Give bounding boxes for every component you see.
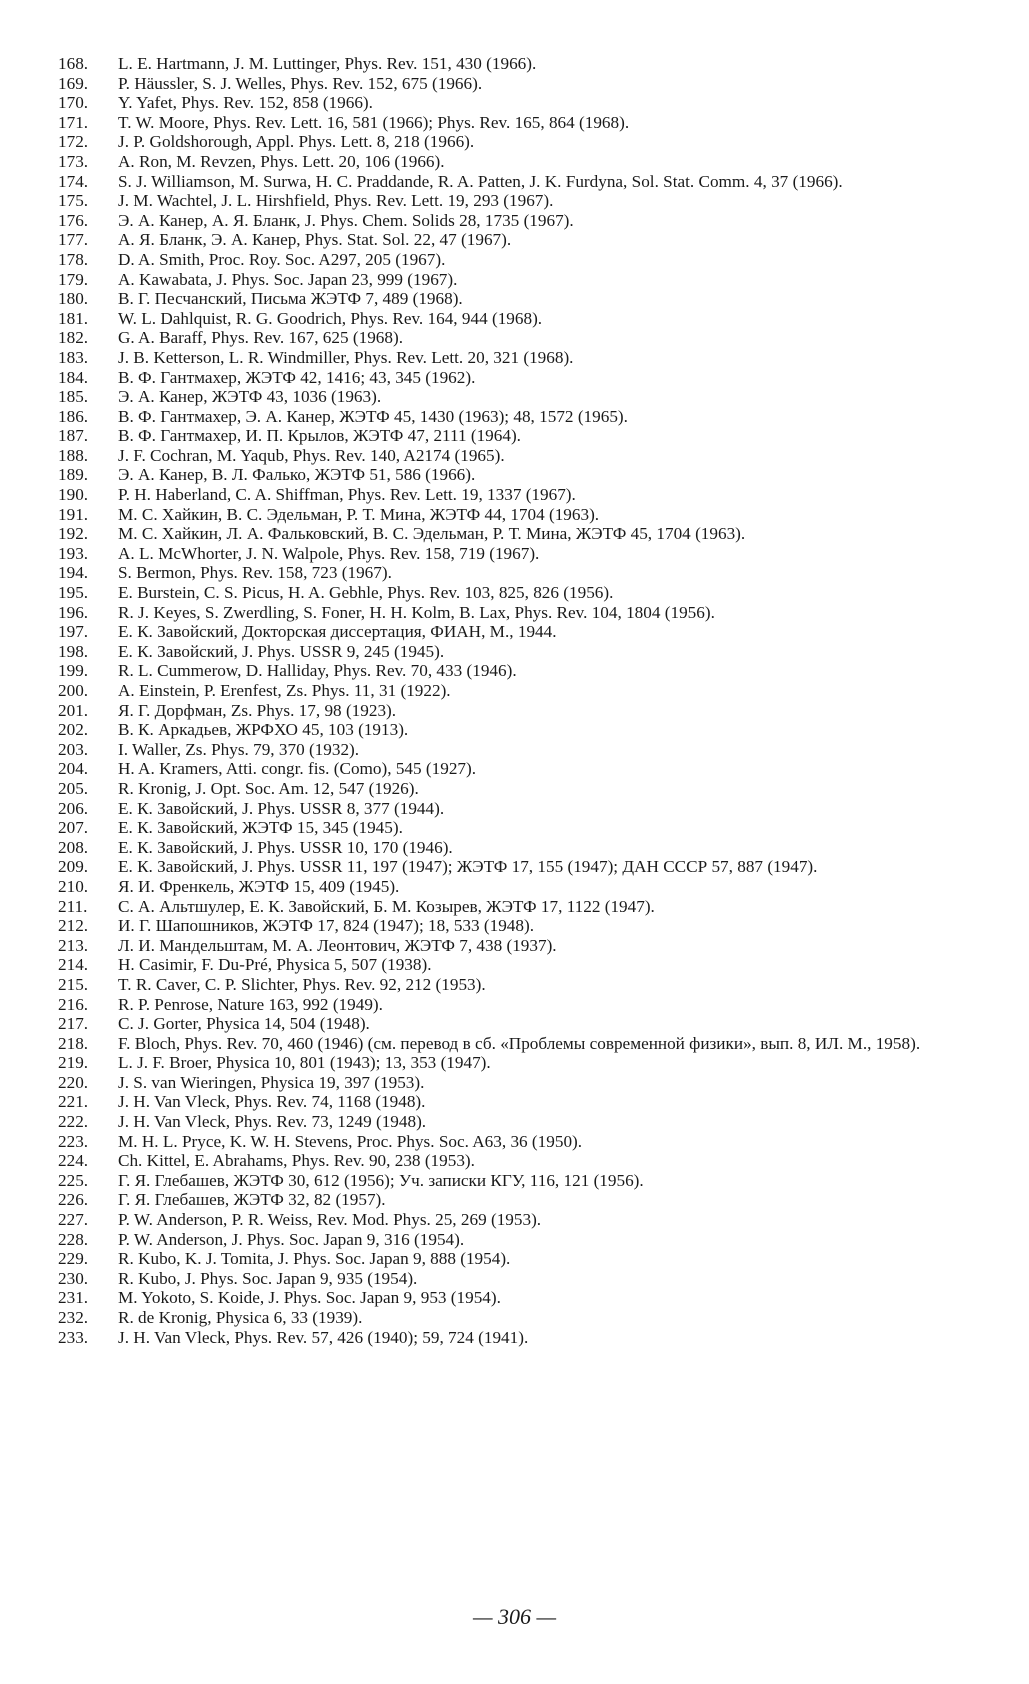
page-number: — 306 — <box>472 1604 557 1629</box>
reference-item <box>58 270 973 290</box>
reference-text: G. A. Baraff, Phys. Rev. 167, 625 (1968). <box>118 328 404 348</box>
reference-item <box>58 544 973 564</box>
reference-item <box>58 211 973 231</box>
reference-text: S. J. Williamson, M. Surwa, H. C. Praddande, R. A. Patten, J. K. Furdyna, Sol. Stat. Comm. 4, 37 (1966). <box>118 171 843 191</box>
reference-number: 176. <box>58 210 89 230</box>
reference-number: 214. <box>58 955 89 975</box>
reference-text: Е. К. Завойский, Докторская диссертация, ФИАН, М., 1944. <box>118 622 557 642</box>
reference-number: 183. <box>58 347 89 367</box>
reference-number: 199. <box>58 661 89 681</box>
reference-number: 186. <box>58 406 89 426</box>
reference-item <box>58 583 973 603</box>
reference-text: Е. К. Завойский, J. Phys. USSR 8, 377 (1944). <box>118 798 445 818</box>
reference-number: 223. <box>58 1131 89 1151</box>
reference-number: 197. <box>58 622 89 642</box>
reference-item <box>58 1308 973 1328</box>
reference-item <box>58 191 973 211</box>
reference-number: 213. <box>58 935 89 955</box>
reference-number: 207. <box>58 818 89 838</box>
reference-item <box>58 818 973 838</box>
reference-item <box>58 779 973 799</box>
reference-number: 179. <box>58 269 89 289</box>
reference-text: L. E. Hartmann, J. M. Luttinger, Phys. Rev. 151, 430 (1966). <box>118 54 537 73</box>
reference-number: 181. <box>58 308 89 328</box>
reference-text: A. Einstein, P. Erenfest, Zs. Phys. 11, 31 (1922). <box>118 681 451 700</box>
reference-text: Ch. Kittel, E. Abrahams, Phys. Rev. 90, 238 (1953). <box>118 1151 475 1171</box>
reference-item <box>58 113 973 133</box>
reference-item <box>58 1073 973 1093</box>
reference-text: С. А. Альтшулер, Е. К. Завойский, Б. М. Козырев, ЖЭТФ 17, 1122 (1947). <box>118 896 655 916</box>
reference-number: 222. <box>58 1112 89 1132</box>
reference-text: J. B. Ketterson, L. R. Windmiller, Phys. Rev. Lett. 20, 321 (1968). <box>118 347 574 367</box>
reference-text: P. W. Anderson, J. Phys. Soc. Japan 9, 316 (1954). <box>118 1229 465 1249</box>
reference-text: D. A. Smith, Proc. Roy. Soc. A297, 205 (1967). <box>118 249 446 269</box>
reference-text: P. Häussler, S. J. Welles, Phys. Rev. 152, 675 (1966). <box>118 73 483 93</box>
reference-number: 231. <box>58 1288 89 1308</box>
reference-text: A. L. McWhorter, J. N. Walpole, Phys. Rev. 158, 719 (1967). <box>118 543 540 563</box>
reference-item <box>58 1249 973 1269</box>
reference-text: М. С. Хайкин, В. С. Эдельман, Р. Т. Мина, ЖЭТФ 44, 1704 (1963). <box>118 504 600 524</box>
reference-number: 201. <box>58 700 89 720</box>
reference-text: И. Г. Шапошников, ЖЭТФ 17, 824 (1947); 18, 533 (1948). <box>118 916 535 936</box>
reference-number: 208. <box>58 837 89 857</box>
reference-text: J. H. Van Vleck, Phys. Rev. 74, 1168 (1948). <box>118 1092 426 1112</box>
reference-text: P. W. Anderson, P. R. Weiss, Rev. Mod. Phys. 25, 269 (1953). <box>118 1210 542 1230</box>
reference-text: В. Ф. Гантмахер, И. П. Крылов, ЖЭТФ 47, 2111 (1964). <box>118 426 521 446</box>
reference-item <box>58 740 973 760</box>
reference-item <box>58 661 973 681</box>
reference-item <box>58 603 973 623</box>
reference-number: 206. <box>58 798 89 818</box>
reference-text: М. С. Хайкин, Л. А. Фальковский, В. С. Эдельман, Р. Т. Мина, ЖЭТФ 45, 1704 (1963). <box>118 524 746 544</box>
reference-number: 190. <box>58 485 89 505</box>
reference-number: 233. <box>58 1327 89 1347</box>
reference-number: 209. <box>58 857 89 877</box>
reference-item <box>58 93 973 113</box>
reference-number: 172. <box>58 132 89 152</box>
reference-number: 200. <box>58 681 89 700</box>
reference-text: А. Я. Бланк, Э. А. Канер, Phys. Stat. Sol. 22, 47 (1967). <box>118 230 512 250</box>
reference-item <box>58 289 973 309</box>
reference-number: 211. <box>58 896 88 916</box>
reference-text: P. H. Haberland, C. A. Shiffman, Phys. Rev. Lett. 19, 1337 (1967). <box>118 485 576 505</box>
reference-number: 182. <box>58 328 89 348</box>
reference-number: 171. <box>58 112 89 132</box>
reference-text: Е. К. Завойский, J. Phys. USSR 10, 170 (1946). <box>118 837 453 857</box>
reference-number: 215. <box>58 974 89 994</box>
reference-item <box>58 1132 973 1152</box>
reference-item <box>58 622 973 642</box>
reference-item <box>58 995 973 1015</box>
reference-text: J. S. van Wieringen, Physica 19, 397 (1953). <box>118 1072 425 1092</box>
reference-item <box>58 1112 973 1132</box>
reference-text: E. Burstein, C. S. Picus, H. A. Gebhle, Phys. Rev. 103, 825, 826 (1956). <box>118 583 614 603</box>
reference-text: Е. К. Завойский, J. Phys. USSR 11, 197 (1947); ЖЭТФ 17, 155 (1947); ДАН СССР 57, 887 (1947). <box>118 857 818 877</box>
reference-text: J. F. Cochran, M. Yaqub, Phys. Rev. 140, A2174 (1965). <box>118 445 505 465</box>
reference-item <box>58 309 973 329</box>
reference-text: Э. А. Канер, ЖЭТФ 43, 1036 (1963). <box>118 387 382 407</box>
reference-number: 226. <box>58 1190 89 1210</box>
reference-number: 202. <box>58 720 89 740</box>
reference-item <box>58 642 973 662</box>
reference-text: J. H. Van Vleck, Phys. Rev. 57, 426 (1940); 59, 724 (1941). <box>118 1327 529 1347</box>
reference-item <box>58 1288 973 1308</box>
reference-item <box>58 681 973 701</box>
reference-number: 170. <box>58 93 89 113</box>
reference-item <box>58 563 973 583</box>
reference-text: Я. И. Френкель, ЖЭТФ 15, 409 (1945). <box>118 876 400 896</box>
reference-text: Э. А. Канер, В. Л. Фалько, ЖЭТФ 51, 586 (1966). <box>118 465 476 485</box>
reference-number: 216. <box>58 994 89 1014</box>
reference-text: Г. Я. Глебашев, ЖЭТФ 30, 612 (1956); Уч. записки КГУ, 116, 121 (1956). <box>118 1170 644 1190</box>
reference-text: Y. Yafet, Phys. Rev. 152, 858 (1966). <box>118 93 373 113</box>
reference-item <box>58 916 973 936</box>
reference-text: Я. Г. Дорфман, Zs. Phys. 17, 98 (1923). <box>118 700 397 720</box>
reference-item <box>58 1034 973 1054</box>
reference-text: T. W. Moore, Phys. Rev. Lett. 16, 581 (1966); Phys. Rev. 165, 864 (1968). <box>118 112 630 132</box>
reference-item <box>58 1210 973 1230</box>
reference-item <box>58 1230 973 1250</box>
reference-list <box>58 54 973 1347</box>
reference-text: H. A. Kramers, Atti. congr. fis. (Como), 545 (1927). <box>118 759 477 779</box>
reference-item <box>58 838 973 858</box>
reference-text: J. H. Van Vleck, Phys. Rev. 73, 1249 (1948). <box>118 1112 427 1132</box>
reference-text: L. J. F. Broer, Physica 10, 801 (1943); 13, 353 (1947). <box>118 1053 491 1073</box>
reference-item <box>58 1092 973 1112</box>
reference-number: 194. <box>58 563 89 583</box>
reference-text: I. Waller, Zs. Phys. 79, 370 (1932). <box>118 739 360 759</box>
reference-number: 184. <box>58 367 89 387</box>
reference-item <box>58 857 973 877</box>
reference-number: 225. <box>58 1170 89 1190</box>
reference-text: J. M. Wachtel, J. L. Hirshfield, Phys. Rev. Lett. 19, 293 (1967). <box>118 191 554 211</box>
reference-number: 224. <box>58 1151 89 1171</box>
reference-item <box>58 1151 973 1171</box>
reference-text: M. Yokoto, S. Koide, J. Phys. Soc. Japan 9, 953 (1954). <box>118 1288 501 1308</box>
reference-text: J. P. Goldshorough, Appl. Phys. Lett. 8, 218 (1966). <box>118 132 475 152</box>
reference-number: 227. <box>58 1210 89 1230</box>
reference-number: 230. <box>58 1268 89 1288</box>
reference-item <box>58 132 973 152</box>
reference-item <box>58 936 973 956</box>
reference-number: 191. <box>58 504 89 524</box>
reference-text: R. Kronig, J. Opt. Soc. Am. 12, 547 (1926). <box>118 778 419 798</box>
reference-item <box>58 505 973 525</box>
reference-item <box>58 172 973 192</box>
reference-item <box>58 74 973 94</box>
reference-number: 193. <box>58 543 89 563</box>
reference-number: 196. <box>58 602 89 622</box>
reference-text: F. Bloch, Phys. Rev. 70, 460 (1946) (см. перевод в сб. «Проблемы современной физики», вып. 8, ИЛ. М., 1958). <box>118 1033 921 1053</box>
reference-item <box>58 955 973 975</box>
reference-number: 195. <box>58 583 89 603</box>
reference-number: 185. <box>58 387 89 407</box>
reference-text: R. Kubo, K. J. Tomita, J. Phys. Soc. Japan 9, 888 (1954). <box>118 1249 511 1269</box>
reference-item <box>58 897 973 917</box>
reference-text: Е. К. Завойский, J. Phys. USSR 9, 245 (1945). <box>118 641 445 661</box>
reference-number: 203. <box>58 739 89 759</box>
reference-item <box>58 524 973 544</box>
reference-item <box>58 975 973 995</box>
reference-text: Г. Я. Глебашев, ЖЭТФ 32, 82 (1957). <box>118 1190 386 1210</box>
reference-item <box>58 701 973 721</box>
reference-number: 180. <box>58 289 89 309</box>
reference-item <box>58 465 973 485</box>
reference-text: Е. К. Завойский, ЖЭТФ 15, 345 (1945). <box>118 818 403 838</box>
reference-item <box>58 1053 973 1073</box>
reference-item <box>58 877 973 897</box>
reference-item <box>58 1014 973 1034</box>
reference-number: 175. <box>58 191 89 211</box>
reference-item <box>58 152 973 172</box>
reference-item <box>58 1171 973 1191</box>
reference-item <box>58 446 973 466</box>
reference-number: 168. <box>58 54 89 73</box>
reference-number: 189. <box>58 465 89 485</box>
reference-number: 198. <box>58 641 89 661</box>
reference-item <box>58 426 973 446</box>
reference-number: 192. <box>58 524 89 544</box>
reference-number: 169. <box>58 73 89 93</box>
reference-item <box>58 230 973 250</box>
reference-number: 220. <box>58 1072 89 1092</box>
reference-item <box>58 485 973 505</box>
reference-number: 212. <box>58 916 89 936</box>
reference-number: 228. <box>58 1229 89 1249</box>
reference-text: S. Bermon, Phys. Rev. 158, 723 (1967). <box>118 563 392 583</box>
reference-text: В. Г. Песчанский, Письма ЖЭТФ 7, 489 (1968). <box>118 289 463 309</box>
reference-number: 217. <box>58 1014 89 1034</box>
reference-item <box>58 54 973 74</box>
reference-text: T. R. Caver, C. P. Slichter, Phys. Rev. 92, 212 (1953). <box>118 974 486 994</box>
reference-item <box>58 407 973 427</box>
reference-number: 205. <box>58 778 89 798</box>
reference-number: 218. <box>58 1033 89 1053</box>
reference-number: 229. <box>58 1249 89 1269</box>
reference-number: 219. <box>58 1053 89 1073</box>
reference-item <box>58 250 973 270</box>
reference-item <box>58 1190 973 1210</box>
reference-number: 178. <box>58 249 89 269</box>
reference-text: W. L. Dahlquist, R. G. Goodrich, Phys. Rev. 164, 944 (1968). <box>118 308 543 328</box>
reference-text: Э. А. Канер, А. Я. Бланк, J. Phys. Chem. Solids 28, 1735 (1967). <box>118 210 574 230</box>
reference-text: A. Ron, M. Revzen, Phys. Lett. 20, 106 (1966). <box>118 151 445 171</box>
reference-item <box>58 759 973 779</box>
reference-number: 177. <box>58 230 89 250</box>
reference-number: 174. <box>58 171 89 191</box>
reference-number: 187. <box>58 426 89 446</box>
reference-number: 221. <box>58 1092 89 1112</box>
reference-text: R. de Kronig, Physica 6, 33 (1939). <box>118 1308 363 1327</box>
reference-text: В. К. Аркадьев, ЖРФХО 45, 103 (1913). <box>118 720 409 740</box>
reference-number: 173. <box>58 151 89 171</box>
reference-item <box>58 1328 973 1348</box>
reference-text: R. J. Keyes, S. Zwerdling, S. Foner, H. H. Kolm, B. Lax, Phys. Rev. 104, 1804 (1956). <box>118 602 715 622</box>
reference-text: M. H. L. Pryce, K. W. H. Stevens, Proc. Phys. Soc. A63, 36 (1950). <box>118 1131 583 1151</box>
reference-number: 232. <box>58 1308 89 1327</box>
reference-text: R. Kubo, J. Phys. Soc. Japan 9, 935 (1954). <box>118 1268 418 1288</box>
reference-item <box>58 387 973 407</box>
reference-number: 204. <box>58 759 89 779</box>
reference-item <box>58 328 973 348</box>
reference-item <box>58 799 973 819</box>
reference-item <box>58 720 973 740</box>
reference-number: 210. <box>58 876 89 896</box>
reference-text: A. Kawabata, J. Phys. Soc. Japan 23, 999 (1967). <box>118 269 458 289</box>
reference-text: C. J. Gorter, Physica 14, 504 (1948). <box>118 1014 370 1034</box>
reference-text: R. L. Cummerow, D. Halliday, Phys. Rev. 70, 433 (1946). <box>118 661 517 681</box>
reference-text: В. Ф. Гантмахер, ЖЭТФ 42, 1416; 43, 345 (1962). <box>118 367 476 387</box>
reference-item <box>58 368 973 388</box>
reference-text: Л. И. Мандельштам, М. А. Леонтович, ЖЭТФ 7, 438 (1937). <box>118 935 557 955</box>
reference-item <box>58 348 973 368</box>
reference-text: H. Casimir, F. Du-Pré, Physica 5, 507 (1938). <box>118 955 432 975</box>
reference-item <box>58 1269 973 1289</box>
reference-number: 188. <box>58 445 89 465</box>
reference-text: R. P. Penrose, Nature 163, 992 (1949). <box>118 994 383 1014</box>
reference-text: В. Ф. Гантмахер, Э. А. Канер, ЖЭТФ 45, 1430 (1963); 48, 1572 (1965). <box>118 406 628 426</box>
